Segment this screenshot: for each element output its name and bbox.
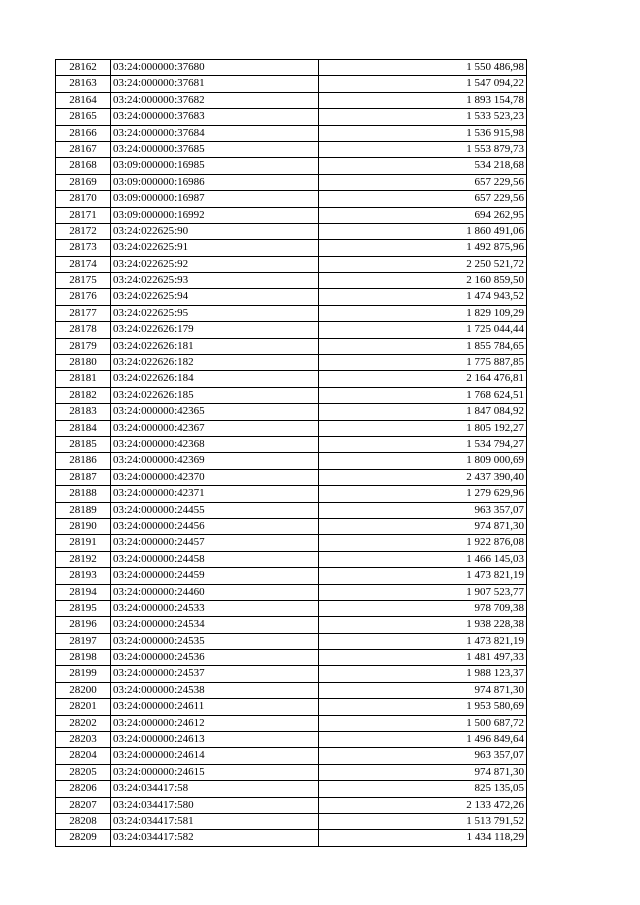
- cadastral-number-cell: 03:24:000000:24534: [111, 617, 319, 633]
- cadastral-number-cell: 03:24:034417:580: [111, 797, 319, 813]
- cadastral-number-cell: 03:24:022625:92: [111, 256, 319, 272]
- table-row: [56, 650, 527, 666]
- row-number-cell: 28191: [56, 535, 111, 551]
- value-cell: 1 907 523,77: [319, 584, 527, 600]
- cadastral-number-cell: 03:24:000000:24460: [111, 584, 319, 600]
- value-cell: 1 953 580,69: [319, 699, 527, 715]
- cadastral-number-cell: 03:24:022625:94: [111, 289, 319, 305]
- table-row: [56, 486, 527, 502]
- table-row: [56, 371, 527, 387]
- table-row: [56, 141, 527, 157]
- table-row: [56, 453, 527, 469]
- table-row: [56, 404, 527, 420]
- row-number-cell: 28170: [56, 191, 111, 207]
- row-number-cell: 28209: [56, 830, 111, 846]
- row-number-cell: 28196: [56, 617, 111, 633]
- value-cell: 1 500 687,72: [319, 715, 527, 731]
- row-number-cell: 28199: [56, 666, 111, 682]
- value-cell: 1 481 497,33: [319, 650, 527, 666]
- row-number-cell: 28207: [56, 797, 111, 813]
- row-number-cell: 28203: [56, 732, 111, 748]
- cadastral-number-cell: 03:24:022625:90: [111, 223, 319, 239]
- cadastral-number-cell: 03:24:034417:582: [111, 830, 319, 846]
- table-row: [56, 240, 527, 256]
- cadastral-number-cell: 03:24:000000:42368: [111, 436, 319, 452]
- value-cell: 2 133 472,26: [319, 797, 527, 813]
- table-row: [56, 617, 527, 633]
- row-number-cell: 28200: [56, 682, 111, 698]
- value-cell: 1 768 624,51: [319, 387, 527, 403]
- cadastral-number-cell: 03:24:000000:24535: [111, 633, 319, 649]
- value-cell: 1 466 145,03: [319, 551, 527, 567]
- cadastral-number-cell: 03:24:000000:24536: [111, 650, 319, 666]
- cadastral-number-cell: 03:09:000000:16986: [111, 174, 319, 190]
- row-number-cell: 28205: [56, 764, 111, 780]
- table-row: [56, 666, 527, 682]
- cadastral-number-cell: 03:24:000000:24615: [111, 764, 319, 780]
- table-row: [56, 60, 527, 76]
- table-row: [56, 289, 527, 305]
- value-cell: 657 229,56: [319, 174, 527, 190]
- row-number-cell: 28185: [56, 436, 111, 452]
- value-cell: 1 279 629,96: [319, 486, 527, 502]
- cadastral-number-cell: 03:24:000000:37684: [111, 125, 319, 141]
- row-number-cell: 28193: [56, 568, 111, 584]
- table-row: [56, 125, 527, 141]
- table-row: [56, 502, 527, 518]
- table-row: [56, 387, 527, 403]
- cadastral-number-cell: 03:24:000000:24457: [111, 535, 319, 551]
- cadastral-number-cell: 03:24:000000:24613: [111, 732, 319, 748]
- table-row: [56, 109, 527, 125]
- table-body: [56, 60, 527, 847]
- cadastral-number-cell: 03:24:000000:37683: [111, 109, 319, 125]
- value-cell: 1 536 915,98: [319, 125, 527, 141]
- row-number-cell: 28171: [56, 207, 111, 223]
- table-row: [56, 223, 527, 239]
- value-cell: 2 437 390,40: [319, 469, 527, 485]
- table-row: [56, 715, 527, 731]
- table-row: [56, 273, 527, 289]
- table-row: [56, 633, 527, 649]
- table-row: [56, 469, 527, 485]
- value-cell: 1 513 791,52: [319, 813, 527, 829]
- cadastral-number-cell: 03:24:000000:42371: [111, 486, 319, 502]
- cadastral-number-cell: 03:24:000000:42365: [111, 404, 319, 420]
- table-row: [56, 732, 527, 748]
- cadastral-number-cell: 03:24:000000:42367: [111, 420, 319, 436]
- table-row: [56, 699, 527, 715]
- value-cell: 2 160 859,50: [319, 273, 527, 289]
- value-cell: 1 473 821,19: [319, 568, 527, 584]
- value-cell: 963 357,07: [319, 748, 527, 764]
- cadastral-number-cell: 03:09:000000:16992: [111, 207, 319, 223]
- row-number-cell: 28188: [56, 486, 111, 502]
- cadastral-number-cell: 03:24:000000:24456: [111, 518, 319, 534]
- table-row: [56, 338, 527, 354]
- value-cell: 1 847 084,92: [319, 404, 527, 420]
- value-cell: 1 805 192,27: [319, 420, 527, 436]
- value-cell: 1 775 887,85: [319, 355, 527, 371]
- row-number-cell: 28162: [56, 60, 111, 76]
- cadastral-number-cell: 03:24:022625:91: [111, 240, 319, 256]
- value-cell: 978 709,38: [319, 600, 527, 616]
- row-number-cell: 28201: [56, 699, 111, 715]
- row-number-cell: 28166: [56, 125, 111, 141]
- value-cell: 1 553 879,73: [319, 141, 527, 157]
- value-cell: 963 357,07: [319, 502, 527, 518]
- cadastral-number-cell: 03:24:000000:24533: [111, 600, 319, 616]
- row-number-cell: 28204: [56, 748, 111, 764]
- value-cell: 974 871,30: [319, 682, 527, 698]
- cadastral-number-cell: 03:24:000000:24455: [111, 502, 319, 518]
- row-number-cell: 28189: [56, 502, 111, 518]
- row-number-cell: 28176: [56, 289, 111, 305]
- table-row: [56, 584, 527, 600]
- table-row: [56, 600, 527, 616]
- cadastral-number-cell: 03:24:000000:24614: [111, 748, 319, 764]
- row-number-cell: 28182: [56, 387, 111, 403]
- cadastral-number-cell: 03:24:000000:24537: [111, 666, 319, 682]
- value-cell: 1 855 784,65: [319, 338, 527, 354]
- row-number-cell: 28180: [56, 355, 111, 371]
- table-row: [56, 748, 527, 764]
- cadastral-number-cell: 03:24:034417:58: [111, 781, 319, 797]
- row-number-cell: 28168: [56, 158, 111, 174]
- row-number-cell: 28173: [56, 240, 111, 256]
- value-cell: 1 988 123,37: [319, 666, 527, 682]
- table-row: [56, 322, 527, 338]
- cadastral-number-cell: 03:24:000000:37685: [111, 141, 319, 157]
- row-number-cell: 28206: [56, 781, 111, 797]
- cadastral-number-cell: 03:24:000000:42369: [111, 453, 319, 469]
- cadastral-number-cell: 03:24:000000:37680: [111, 60, 319, 76]
- row-number-cell: 28197: [56, 633, 111, 649]
- cadastral-number-cell: 03:24:000000:37681: [111, 76, 319, 92]
- value-cell: 1 809 000,69: [319, 453, 527, 469]
- table-row: [56, 191, 527, 207]
- row-number-cell: 28190: [56, 518, 111, 534]
- row-number-cell: 28183: [56, 404, 111, 420]
- row-number-cell: 28179: [56, 338, 111, 354]
- table-row: [56, 568, 527, 584]
- table-row: [56, 256, 527, 272]
- value-cell: 1 496 849,64: [319, 732, 527, 748]
- table-row: [56, 76, 527, 92]
- row-number-cell: 28187: [56, 469, 111, 485]
- cadastral-number-cell: 03:09:000000:16987: [111, 191, 319, 207]
- value-cell: 1 860 491,06: [319, 223, 527, 239]
- table-row: [56, 518, 527, 534]
- value-cell: 974 871,30: [319, 518, 527, 534]
- cadastral-number-cell: 03:24:000000:24458: [111, 551, 319, 567]
- value-cell: 2 164 476,81: [319, 371, 527, 387]
- cadastral-number-cell: 03:24:000000:24612: [111, 715, 319, 731]
- cadastral-number-cell: 03:24:034417:581: [111, 813, 319, 829]
- cadastral-number-cell: 03:24:022626:182: [111, 355, 319, 371]
- cadastral-number-cell: 03:09:000000:16985: [111, 158, 319, 174]
- value-cell: 1 829 109,29: [319, 305, 527, 321]
- value-cell: 1 725 044,44: [319, 322, 527, 338]
- value-cell: 825 135,05: [319, 781, 527, 797]
- row-number-cell: 28174: [56, 256, 111, 272]
- row-number-cell: 28192: [56, 551, 111, 567]
- table-row: [56, 305, 527, 321]
- cadastral-number-cell: 03:24:022625:93: [111, 273, 319, 289]
- row-number-cell: 28178: [56, 322, 111, 338]
- table-row: [56, 158, 527, 174]
- value-cell: 1 534 794,27: [319, 436, 527, 452]
- row-number-cell: 28163: [56, 76, 111, 92]
- value-cell: 1 938 228,38: [319, 617, 527, 633]
- table-row: [56, 174, 527, 190]
- table-row: [56, 682, 527, 698]
- value-cell: 1 474 943,52: [319, 289, 527, 305]
- value-cell: 1 922 876,08: [319, 535, 527, 551]
- value-cell: 1 533 523,23: [319, 109, 527, 125]
- table-row: [56, 764, 527, 780]
- value-cell: 1 492 875,96: [319, 240, 527, 256]
- table-row: [56, 436, 527, 452]
- table-row: [56, 207, 527, 223]
- row-number-cell: 28172: [56, 223, 111, 239]
- table-row: [56, 813, 527, 829]
- table-row: [56, 797, 527, 813]
- table-row: [56, 420, 527, 436]
- row-number-cell: 28177: [56, 305, 111, 321]
- row-number-cell: 28165: [56, 109, 111, 125]
- row-number-cell: 28198: [56, 650, 111, 666]
- cadastral-number-cell: 03:24:022626:185: [111, 387, 319, 403]
- row-number-cell: 28202: [56, 715, 111, 731]
- table-row: [56, 355, 527, 371]
- row-number-cell: 28167: [56, 141, 111, 157]
- cadastral-number-cell: 03:24:022626:179: [111, 322, 319, 338]
- cadastral-number-cell: 03:24:000000:24459: [111, 568, 319, 584]
- table-row: [56, 535, 527, 551]
- row-number-cell: 28184: [56, 420, 111, 436]
- cadastral-number-cell: 03:24:022626:184: [111, 371, 319, 387]
- cadastral-number-cell: 03:24:000000:42370: [111, 469, 319, 485]
- cadastral-number-cell: 03:24:022626:181: [111, 338, 319, 354]
- value-cell: 1 434 118,29: [319, 830, 527, 846]
- value-cell: 2 250 521,72: [319, 256, 527, 272]
- value-cell: 1 473 821,19: [319, 633, 527, 649]
- row-number-cell: 28175: [56, 273, 111, 289]
- row-number-cell: 28195: [56, 600, 111, 616]
- cadastral-number-cell: 03:24:000000:37682: [111, 92, 319, 108]
- value-cell: 1 550 486,98: [319, 60, 527, 76]
- table-row: [56, 92, 527, 108]
- table-row: [56, 781, 527, 797]
- value-cell: 694 262,95: [319, 207, 527, 223]
- row-number-cell: 28169: [56, 174, 111, 190]
- table-row: [56, 830, 527, 846]
- row-number-cell: 28181: [56, 371, 111, 387]
- value-cell: 974 871,30: [319, 764, 527, 780]
- cadastral-number-cell: 03:24:022625:95: [111, 305, 319, 321]
- value-cell: 1 547 094,22: [319, 76, 527, 92]
- row-number-cell: 28208: [56, 813, 111, 829]
- cadastral-number-cell: 03:24:000000:24538: [111, 682, 319, 698]
- cadastral-number-cell: 03:24:000000:24611: [111, 699, 319, 715]
- value-cell: 534 218,68: [319, 158, 527, 174]
- table-row: [56, 551, 527, 567]
- value-cell: 657 229,56: [319, 191, 527, 207]
- row-number-cell: 28186: [56, 453, 111, 469]
- property-value-table: [55, 59, 527, 847]
- row-number-cell: 28164: [56, 92, 111, 108]
- value-cell: 1 893 154,78: [319, 92, 527, 108]
- row-number-cell: 28194: [56, 584, 111, 600]
